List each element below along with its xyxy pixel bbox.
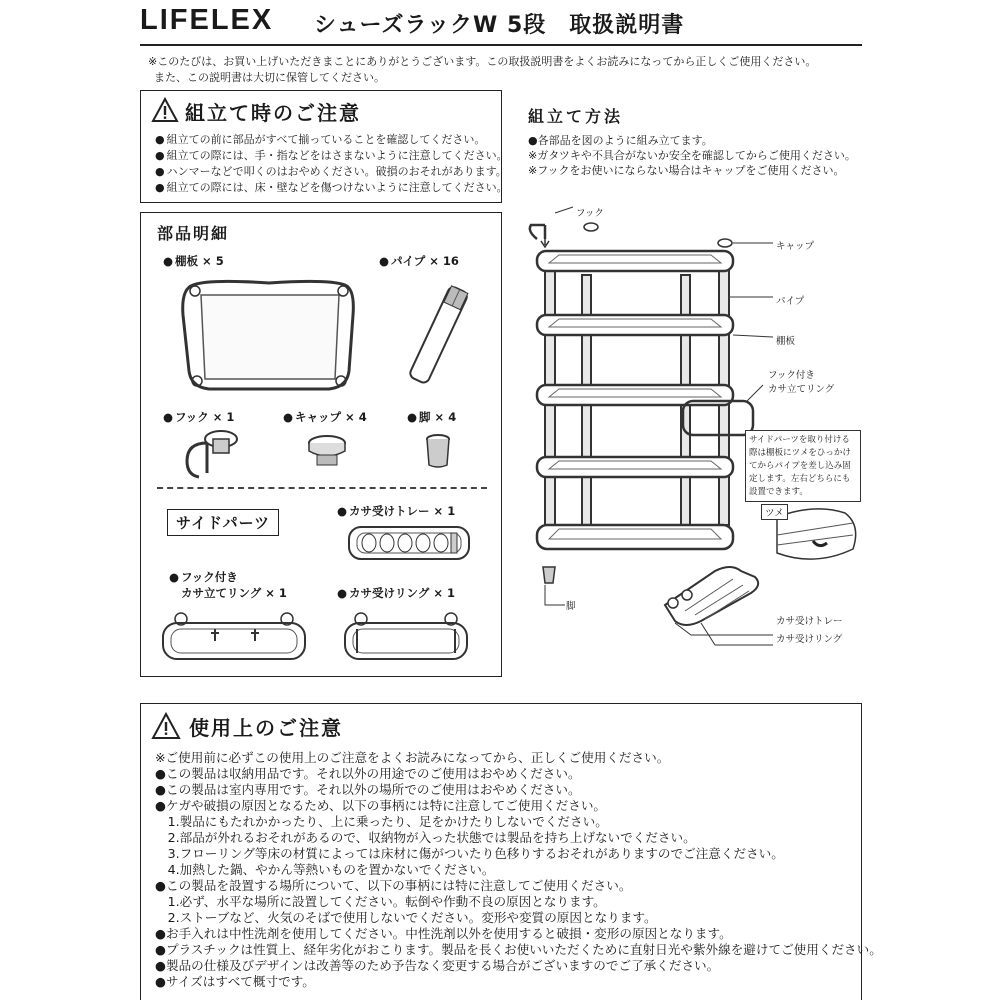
diagram-label-leg: 脚 xyxy=(566,601,576,612)
usage-line: ●この製品は室内専用です。それ以外の場所でのご使用はおやめください。 xyxy=(155,782,581,797)
usage-line: ●ケガや破損の原因となるため、以下の事柄には特に注意してご使用ください。 xyxy=(155,798,607,813)
usage-line: 1.必ず、水平な場所に設置してください。転倒や作動不良の原因となります。 xyxy=(155,894,606,909)
part-label-shelf: ● 棚板 × 5 xyxy=(163,253,224,269)
usage-line: 2.ストーブなど、火気のそばで使用しないでください。変形や変質の原因となります。 xyxy=(155,910,657,925)
usage-line: ●サイズはすべて概寸です。 xyxy=(155,974,315,989)
method-line: ※フックをお使いにならない場合はキャップをご使用ください。 xyxy=(528,164,845,177)
usage-line: ●製品の仕様及びデザインは改善等のため予告なく変更する場合がございますのでご了承ください。 xyxy=(155,958,720,973)
assembly-diagram xyxy=(515,195,865,655)
usage-line: ※ご使用前に必ずこの使用上のご注意をよくお読みになってから、正しくご使用ください。 xyxy=(155,750,670,765)
part-label-leg: ● 脚 × 4 xyxy=(407,409,456,425)
parts-box xyxy=(140,212,502,677)
cap-illustration xyxy=(305,433,349,473)
parts-divider xyxy=(157,487,487,489)
hook-illustration xyxy=(177,425,247,485)
pipe-illustration xyxy=(399,279,479,389)
assembly-caution-box xyxy=(140,90,508,203)
side-parts-title: サイドパーツ xyxy=(167,509,279,536)
tab-label: ツメ xyxy=(761,504,788,520)
diagram-label-tray: カサ受けトレー xyxy=(776,616,843,627)
document-title: シューズラックW 5段 取扱説明書 xyxy=(314,13,685,38)
usage-line: 1.製品にもたれかかったり、上に乗ったり、足をかけたりしないでください。 xyxy=(155,814,608,829)
assembly-caution-item: ● ハンマーなどで叩くのはおやめください。破損のおそれがあります。 xyxy=(155,163,507,179)
intro-line-2: また、この説明書は大切に保管してください。 xyxy=(154,71,385,84)
note-line: てからパイプを差し込み固 xyxy=(749,461,851,471)
diagram-label-hook: フック xyxy=(576,208,604,219)
leg-illustration xyxy=(423,433,453,473)
brand-logo: LIFELEX xyxy=(140,4,274,36)
usage-caution-list xyxy=(155,750,882,990)
usage-line: ●この製品を設置する場所について、以下の事柄には特に注意してご使用ください。 xyxy=(155,878,632,893)
part-label-pipe: ● パイプ × 16 xyxy=(379,253,459,269)
assembly-caution-item: ● 組立ての際には、床・壁などを傷つけないように注意してください。 xyxy=(155,179,508,195)
umbrella-tray-illustration xyxy=(347,523,471,563)
note-line: サイドパーツを取り付ける xyxy=(749,435,850,445)
header-divider xyxy=(140,44,862,46)
umbrella-ring-illustration xyxy=(341,607,471,667)
usage-line: ●プラスチックは性質上、経年劣化がおこります。製品を長くお使いいただくために直射日光や紫外線を避けてご使用ください。 xyxy=(155,942,882,957)
part-label-hook-ring-1: ● フック付き xyxy=(169,569,238,585)
assembly-caution-title: 組立て時のご注意 xyxy=(185,101,361,125)
diagram-label-pipe: パイプ xyxy=(776,296,805,307)
usage-line: 3.フローリング等床の材質によっては床材に傷がついたり色移りするおそれがありますのでご注意ください。 xyxy=(155,846,784,861)
usage-caution-title: 使用上のご注意 xyxy=(189,716,343,740)
part-label-cap: ● キャップ × 4 xyxy=(283,409,367,425)
method-title: 組立て方法 xyxy=(528,107,624,126)
note-line: 設置できます。 xyxy=(749,487,808,497)
usage-line: ●この製品は収納用品です。それ以外の用途でのご使用はおやめください。 xyxy=(155,766,581,781)
diagram-label-shelf: 棚板 xyxy=(776,336,796,347)
warning-icon xyxy=(151,712,181,740)
usage-line: ●お手入れは中性洗剤を使用してください。中性洗剤以外を使用すると破損・変形の原因となります。 xyxy=(155,926,732,941)
part-label-umbrella-tray: ● カサ受けトレー × 1 xyxy=(337,503,455,519)
diagram-label-hook-ring-2: カサ立てリング xyxy=(768,384,835,395)
assembly-caution-item: ● 組立ての際には、手・指などをはさまないように注意してください。 xyxy=(155,147,508,163)
part-label-umbrella-ring: ● カサ受けリング × 1 xyxy=(337,585,455,601)
diagram-label-cap: キャップ xyxy=(776,241,815,252)
method-line: ●各部品を図のように組み立てます。 xyxy=(528,134,713,147)
diagram-label-ring: カサ受けリング xyxy=(776,634,843,645)
shelf-board-illustration xyxy=(179,275,357,397)
note-line: 際は棚板にツメをひっかけ xyxy=(749,448,851,458)
warning-icon xyxy=(151,97,179,123)
assembly-caution-item: ● 組立ての前に部品がすべて揃っていることを確認してください。 xyxy=(155,131,485,147)
hook-ring-illustration xyxy=(159,607,309,667)
part-label-hook-ring-2: カサ立てリング × 1 xyxy=(181,586,287,600)
intro-line-1: ※このたびは、お買い上げいただきまことにありがとうございます。この取扱説明書をよくお読みになってから正しくご使用ください。 xyxy=(148,55,817,68)
usage-caution-box xyxy=(140,703,882,1000)
note-line: 定します。左右どちらにも xyxy=(749,474,851,484)
method-line: ※ガタツキや不具合がないか安全を確認してからご使用ください。 xyxy=(528,149,856,162)
parts-title: 部品明細 xyxy=(157,224,230,243)
usage-line: 2.部品が外れるおそれがあるので、収納物が入った状態では製品を持ち上げないでください。 xyxy=(155,830,696,845)
usage-line: 4.加熱した鍋、やかん等熱いものを置かないでください。 xyxy=(155,862,495,877)
part-label-hook: ● フック × 1 xyxy=(163,409,234,425)
side-parts-note-box xyxy=(745,430,861,502)
diagram-label-hook-ring-1: フック付き xyxy=(768,370,815,381)
